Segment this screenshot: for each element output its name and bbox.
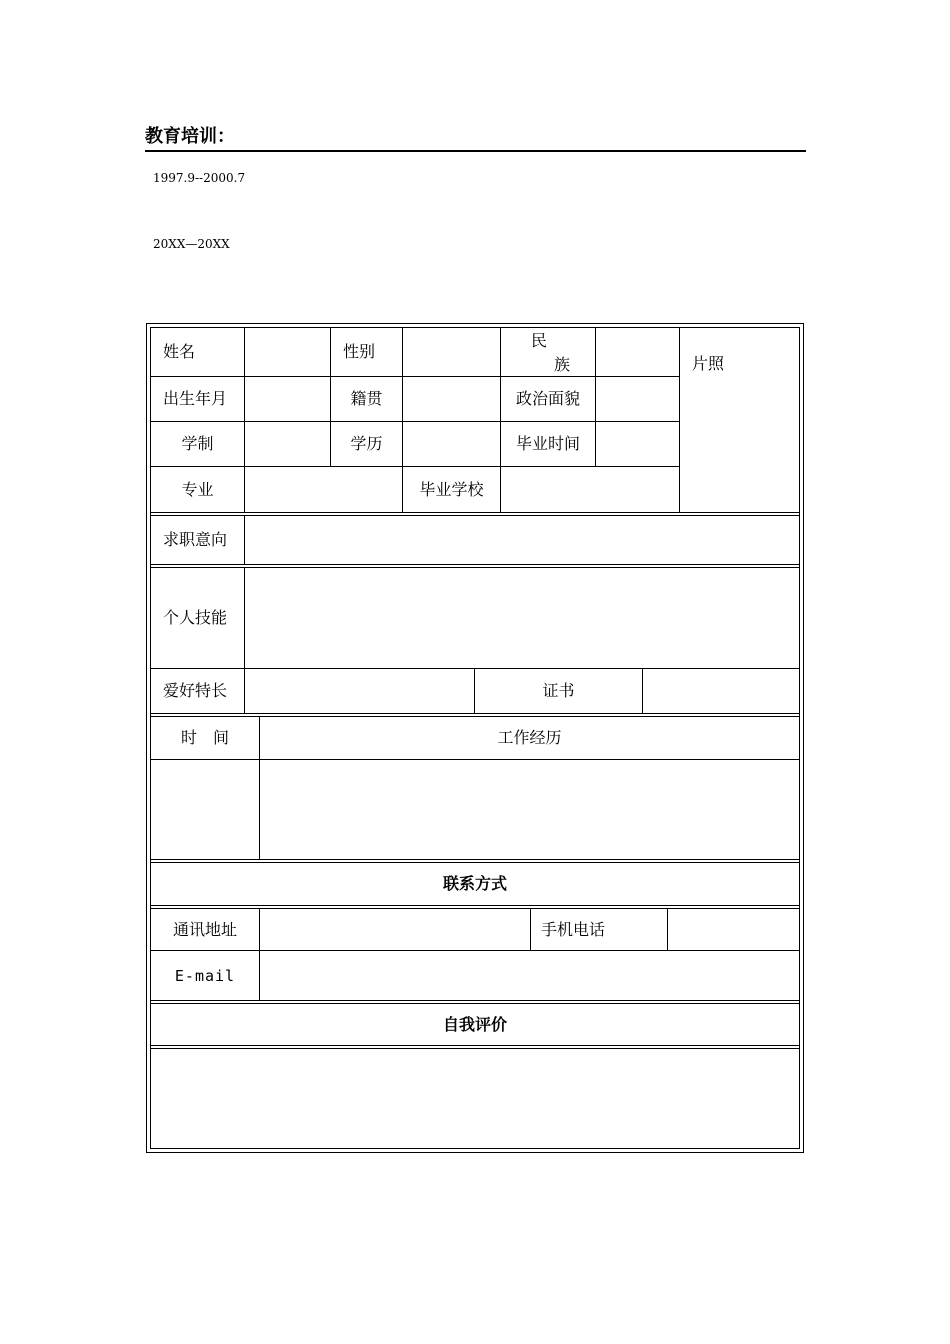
- address-label: 通讯地址: [172, 919, 237, 939]
- col-divider: [244, 567, 245, 714]
- col-divider: [244, 327, 245, 513]
- contact-section-title: 联系方式: [442, 874, 507, 893]
- col-divider: [642, 668, 643, 714]
- col-divider: [595, 327, 596, 467]
- heading-rule: [145, 150, 806, 152]
- certificate-label: 证书: [542, 681, 575, 700]
- ethnicity-label-top: 民: [531, 331, 548, 350]
- school-label: 毕业学校: [419, 479, 484, 499]
- name-label: 姓名: [163, 342, 196, 361]
- section-divider: [150, 567, 800, 568]
- col-divider: [244, 515, 245, 565]
- section-divider: [150, 512, 800, 513]
- graduation-time-label: 毕业时间: [515, 434, 580, 453]
- col-divider: [667, 908, 668, 951]
- ethnicity-label-bottom: 族: [554, 355, 571, 374]
- section-divider: [150, 713, 800, 714]
- skills-label: 个人技能: [163, 608, 228, 627]
- work-experience-label: 工作经历: [497, 728, 562, 747]
- education-period-1: 1997.9--2000.7: [153, 171, 246, 185]
- gender-label: 性别: [343, 342, 376, 361]
- major-label: 专业: [181, 479, 214, 499]
- native-label: 籍贯: [350, 389, 383, 408]
- section-divider: [150, 1000, 800, 1001]
- hobbies-label: 爱好特长: [163, 681, 228, 700]
- birth-label: 出生年月: [163, 389, 228, 408]
- email-label: E-mail: [174, 966, 236, 985]
- section-divider: [150, 1045, 800, 1046]
- degree-label: 学历: [350, 434, 383, 453]
- political-label: 政治面貌: [515, 389, 580, 408]
- mobile-label: 手机电话: [541, 919, 606, 939]
- self-evaluation-section-title: 自我评价: [442, 1014, 507, 1034]
- section-divider: [150, 905, 800, 906]
- education-period-2: 20XX—20XX: [153, 237, 230, 251]
- schooling-label: 学制: [181, 434, 214, 453]
- row-divider: [150, 759, 800, 760]
- objective-label: 求职意向: [163, 530, 228, 549]
- section-divider: [150, 1048, 800, 1049]
- work-time-label: 时 间: [180, 728, 229, 747]
- photo-label: 片照: [692, 354, 725, 373]
- section-divider: [150, 515, 800, 516]
- education-heading: 教育培训：: [145, 126, 235, 147]
- col-divider: [259, 908, 260, 1001]
- section-divider: [150, 859, 800, 860]
- section-divider: [150, 564, 800, 565]
